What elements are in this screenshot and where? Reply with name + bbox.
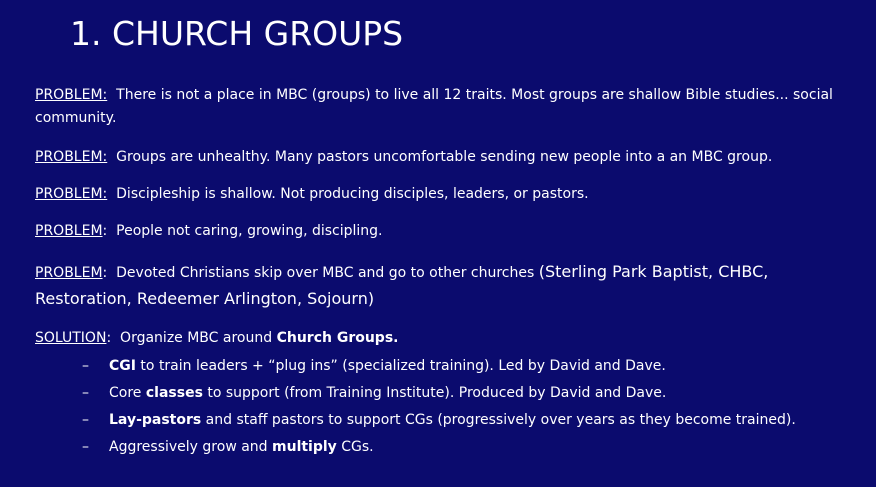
bullet-bold: multiply bbox=[272, 439, 337, 455]
bullet-text: CGs. bbox=[336, 439, 374, 455]
problem-5 bbox=[35, 259, 850, 313]
problem-sep bbox=[107, 87, 116, 103]
problem-3 bbox=[35, 183, 850, 206]
problem-label: PROBLEM: bbox=[35, 87, 108, 103]
problem-label: PROBLEM bbox=[35, 265, 103, 281]
bullet-text: to train leaders + “plug ins” (specialized training). Led by David and Dave. bbox=[135, 358, 666, 374]
problem-text: People not caring, growing, discipling. bbox=[116, 223, 383, 239]
slide-title: 1. CHURCH GROUPS bbox=[70, 14, 404, 53]
problem-1 bbox=[35, 84, 850, 130]
problem-sep bbox=[107, 186, 116, 202]
problem-sep bbox=[107, 149, 116, 165]
bullet-text: to support (from Training Institute). Produced by David and Dave. bbox=[202, 385, 667, 401]
problem-4 bbox=[35, 220, 850, 243]
problem-label: PROBLEM bbox=[35, 223, 103, 239]
solution-bullet-4 bbox=[82, 437, 842, 457]
bullet-text: and staff pastors to support CGs (progressively over years as they become trained). bbox=[201, 412, 796, 428]
problem-text: There is not a place in MBC (groups) to live all 12 traits. Most groups are shallow Bible studies... social community. bbox=[35, 87, 833, 126]
bullet-dash: – bbox=[82, 358, 89, 374]
problem-label: PROBLEM: bbox=[35, 186, 108, 202]
solution bbox=[35, 327, 850, 350]
solution-bold: Church Groups. bbox=[276, 330, 399, 346]
bullet-bold: classes bbox=[145, 385, 203, 401]
bullet-pre: Aggressively grow and bbox=[109, 439, 273, 455]
solution-bullet-3 bbox=[82, 410, 842, 430]
bullet-dash: – bbox=[82, 439, 89, 455]
problem-text-large: (Sterling Park Baptist, CHBC, Restoration, Redeemer Arlington, Sojourn) bbox=[35, 262, 769, 308]
problem-text: Groups are unhealthy. Many pastors uncomfortable sending new people into a an MBC group. bbox=[116, 149, 773, 165]
problem-text: Discipleship is shallow. Not producing disciples, leaders, or pastors. bbox=[116, 186, 589, 202]
bullet-bold: CGI bbox=[109, 358, 136, 374]
solution-bullet-2 bbox=[82, 383, 842, 403]
solution-text: : Organize MBC around bbox=[106, 330, 277, 346]
problem-sep: : bbox=[102, 223, 117, 239]
problem-sep: : bbox=[102, 265, 117, 281]
bullet-dash: – bbox=[82, 385, 89, 401]
bullet-dash: – bbox=[82, 412, 89, 428]
problem-2 bbox=[35, 146, 850, 169]
bullet-pre: Core bbox=[109, 385, 146, 401]
solution-label: SOLUTION bbox=[35, 330, 107, 346]
bullet-bold: Lay-pastors bbox=[109, 412, 202, 428]
solution-bullet-1 bbox=[82, 356, 842, 376]
problem-text: Devoted Christians skip over MBC and go to other churches bbox=[116, 265, 539, 281]
problem-label: PROBLEM: bbox=[35, 149, 108, 165]
